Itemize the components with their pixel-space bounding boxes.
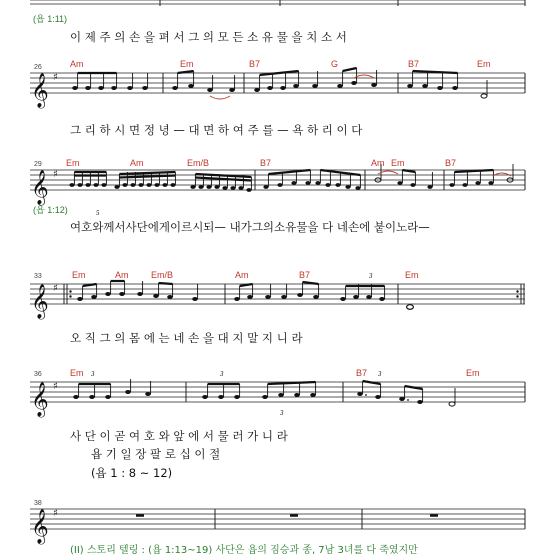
staff-system-4 bbox=[30, 368, 525, 418]
tuplet-number: 5 bbox=[96, 209, 100, 217]
note-head bbox=[89, 395, 95, 399]
staff-system-1 bbox=[30, 59, 525, 109]
treble-clef-icon: 𝄞 bbox=[31, 73, 49, 108]
staff-system-5 bbox=[30, 500, 525, 545]
lyric-line-4c: (욥 1 : 8 ~ 12) bbox=[91, 466, 173, 480]
note-head bbox=[281, 295, 287, 299]
note-head bbox=[214, 185, 219, 189]
tuplet-number: 3 bbox=[378, 370, 382, 378]
chord-symbol: Em bbox=[72, 270, 86, 280]
note-head bbox=[313, 295, 319, 299]
dot bbox=[69, 295, 71, 297]
note-head bbox=[340, 297, 346, 301]
note-head bbox=[222, 186, 227, 190]
note-head bbox=[170, 183, 175, 187]
note-head bbox=[481, 94, 487, 98]
chord-symbol: Am bbox=[371, 158, 385, 168]
dot bbox=[365, 394, 367, 396]
note-head bbox=[407, 305, 414, 310]
note-head bbox=[142, 86, 148, 90]
chord-symbol: G bbox=[331, 59, 339, 69]
sharp-key-signature-icon: ♯ bbox=[53, 283, 58, 294]
note-head bbox=[72, 86, 78, 90]
note-head bbox=[355, 186, 360, 190]
staff-lines bbox=[30, 509, 525, 529]
note-head bbox=[262, 395, 268, 399]
scripture-ref-top: (욥 1:11) bbox=[33, 14, 68, 24]
tuplet-number: 3 bbox=[91, 370, 95, 378]
chord-symbol: B7 bbox=[260, 158, 272, 168]
note-head bbox=[153, 294, 159, 298]
note-head bbox=[315, 181, 320, 185]
note-head bbox=[399, 397, 405, 401]
note-head bbox=[280, 86, 286, 90]
tuplet-number: 3 bbox=[369, 272, 373, 280]
note-head bbox=[337, 84, 343, 88]
chord-symbol: Am bbox=[130, 158, 144, 168]
sharp-key-signature-icon: ♯ bbox=[53, 72, 58, 83]
note-head bbox=[422, 84, 428, 88]
note-head bbox=[410, 183, 415, 187]
treble-clef-icon: 𝄞 bbox=[31, 509, 49, 544]
note-head bbox=[202, 395, 208, 399]
dot bbox=[407, 399, 409, 401]
sharp-key-signature-icon: ♯ bbox=[53, 381, 58, 392]
story-caption: (II) 스토리 텔링 : (욥 1:13~19) 사단은 욥의 짐승과 종, 7남 3녀를 다 죽였지만 bbox=[70, 545, 418, 556]
chord-symbol: Am bbox=[115, 270, 129, 280]
measure-number: 38 bbox=[34, 500, 42, 507]
note-head bbox=[114, 185, 119, 189]
lyric-line-3: 오 직 그 의 몸 에 는 네 손 을 대 지 말 지 니 라 bbox=[70, 331, 303, 345]
tie-slur bbox=[210, 96, 230, 99]
note-head bbox=[77, 183, 82, 187]
note-head bbox=[91, 295, 97, 299]
note-head bbox=[69, 183, 74, 187]
note-head bbox=[105, 292, 111, 296]
sharp-key-signature-icon: ♯ bbox=[53, 169, 58, 180]
notes bbox=[77, 281, 413, 309]
sharp-key-signature-icon: ♯ bbox=[53, 508, 58, 519]
note-head bbox=[234, 395, 240, 399]
note-head bbox=[247, 295, 253, 299]
note-head bbox=[230, 186, 235, 190]
note-head bbox=[375, 395, 381, 399]
note-head bbox=[146, 183, 151, 187]
note-head bbox=[293, 84, 299, 88]
note-head bbox=[263, 185, 268, 189]
note-head bbox=[267, 86, 273, 90]
note-head bbox=[105, 395, 111, 399]
note-head bbox=[277, 183, 282, 187]
note-head bbox=[397, 181, 402, 185]
sixteenths-group-2 bbox=[114, 172, 175, 189]
measure-number: 33 bbox=[34, 273, 42, 280]
sixteenths-group-3 bbox=[190, 174, 251, 192]
note-head bbox=[452, 86, 458, 90]
note-head bbox=[366, 295, 372, 299]
staff-lines bbox=[30, 73, 525, 93]
lyric-line-4b: 욥 기 일 장 팔 로 십 이 절 bbox=[91, 447, 221, 461]
note-head bbox=[427, 185, 432, 189]
treble-clef-icon: 𝄞 bbox=[31, 170, 49, 205]
note-head bbox=[101, 183, 106, 187]
note-head bbox=[371, 83, 377, 87]
tie-slur bbox=[493, 173, 511, 176]
note-head bbox=[188, 84, 194, 88]
chord-symbol: B7 bbox=[408, 59, 420, 69]
dot bbox=[516, 295, 518, 297]
note-head bbox=[417, 400, 423, 404]
note-head bbox=[278, 393, 284, 397]
note-head bbox=[335, 183, 340, 187]
previous-system-fragment bbox=[30, 0, 525, 24]
note-head bbox=[297, 293, 303, 297]
note-beam bbox=[363, 381, 381, 384]
note-head bbox=[93, 183, 98, 187]
chord-symbol: B7 bbox=[249, 59, 261, 69]
chord-symbol: Em bbox=[477, 59, 491, 69]
note-head bbox=[254, 88, 260, 92]
tuplet-number: 3 bbox=[280, 409, 284, 417]
note-head bbox=[198, 185, 203, 189]
note-head bbox=[246, 188, 251, 192]
note-head bbox=[291, 181, 296, 185]
note-head bbox=[488, 181, 493, 185]
chord-symbol: B7 bbox=[356, 368, 368, 378]
measure-number: 29 bbox=[34, 161, 42, 168]
note-head bbox=[475, 181, 480, 185]
chord-symbol: Em bbox=[405, 270, 419, 280]
notes bbox=[69, 164, 513, 192]
note-head bbox=[154, 183, 159, 187]
note-head bbox=[167, 295, 173, 299]
note-head bbox=[172, 86, 178, 90]
note-head bbox=[85, 183, 90, 187]
staff-system-3 bbox=[30, 270, 525, 320]
note-head bbox=[437, 86, 443, 90]
note-head bbox=[137, 292, 143, 296]
note-head bbox=[190, 185, 195, 189]
note-head bbox=[125, 390, 131, 394]
note-head bbox=[234, 297, 240, 301]
note-head bbox=[119, 292, 125, 296]
note-head bbox=[127, 86, 133, 90]
chord-symbol: Em/B bbox=[187, 158, 210, 168]
chord-symbol: B7 bbox=[445, 158, 457, 168]
note-head bbox=[111, 86, 117, 90]
note-head bbox=[206, 185, 211, 189]
lyric-line-4a: 사 단 이 곧 여 호 와 앞 에 서 물 러 가 니 라 bbox=[70, 429, 288, 443]
measure-number: 36 bbox=[34, 371, 42, 378]
note-head bbox=[294, 393, 300, 397]
note-head bbox=[238, 186, 243, 190]
note-beam bbox=[159, 283, 173, 284]
note-head bbox=[229, 88, 235, 92]
dot bbox=[516, 290, 518, 292]
note-head bbox=[162, 183, 167, 187]
chord-symbol: B7 bbox=[299, 270, 311, 280]
note-head bbox=[325, 183, 330, 187]
note-head bbox=[98, 86, 104, 90]
note-head bbox=[73, 395, 79, 399]
note-head bbox=[218, 395, 224, 399]
note-head bbox=[449, 402, 455, 406]
note-head bbox=[310, 393, 316, 397]
note-beam bbox=[405, 386, 423, 389]
note-head bbox=[145, 392, 151, 396]
tuplet-number: 3 bbox=[220, 370, 224, 378]
note-head bbox=[462, 183, 467, 187]
lyric-line-0: 이 제 주 의 손 을 펴 서 그 의 모 든 소 유 물 을 치 소 서 bbox=[70, 30, 347, 44]
chord-symbol: Em bbox=[70, 368, 84, 378]
chord-symbol: Em bbox=[180, 59, 194, 69]
staff-lines bbox=[30, 284, 525, 304]
chord-symbol: Am bbox=[235, 270, 249, 280]
chord-symbol: Em bbox=[66, 158, 80, 168]
note-head bbox=[207, 88, 213, 92]
note-head bbox=[138, 183, 143, 187]
chord-symbol: Em/B bbox=[151, 270, 174, 280]
note-head bbox=[85, 86, 91, 90]
note-head bbox=[357, 392, 363, 396]
note-head bbox=[130, 183, 135, 187]
note-head bbox=[407, 84, 413, 88]
dot bbox=[69, 290, 71, 292]
chord-symbol: Em bbox=[466, 368, 480, 378]
lyric-line-1: 그 리 하 시 면 정 녕 — 대 면 하 여 주 를 — 욕 하 리 이 다 bbox=[70, 123, 363, 137]
chord-symbol: Am bbox=[70, 59, 84, 69]
measure-33 bbox=[449, 164, 513, 187]
note-head bbox=[265, 295, 271, 299]
note-head bbox=[305, 181, 310, 185]
chord-symbol: Em bbox=[391, 158, 405, 168]
note-head bbox=[192, 297, 198, 301]
scripture-ref-sys3: (욥 1:12) bbox=[33, 205, 68, 215]
note-head bbox=[353, 295, 359, 299]
note-head bbox=[351, 81, 357, 85]
note-head bbox=[77, 297, 83, 301]
measure-number: 26 bbox=[34, 64, 42, 71]
note-head bbox=[122, 183, 127, 187]
note-head bbox=[312, 84, 318, 88]
note-beam bbox=[268, 170, 310, 174]
treble-clef-icon: 𝄞 bbox=[31, 284, 49, 319]
staff-system-2 bbox=[30, 158, 525, 217]
note-head bbox=[345, 185, 350, 189]
note-beam bbox=[343, 68, 357, 71]
note-head bbox=[379, 297, 385, 301]
lyric-line-2: 여호와께서사단에게이르시되— 내가그의소유물을 다 네손에 붙이노라— bbox=[70, 220, 430, 234]
treble-clef-icon: 𝄞 bbox=[31, 382, 49, 417]
note-head bbox=[449, 183, 454, 187]
